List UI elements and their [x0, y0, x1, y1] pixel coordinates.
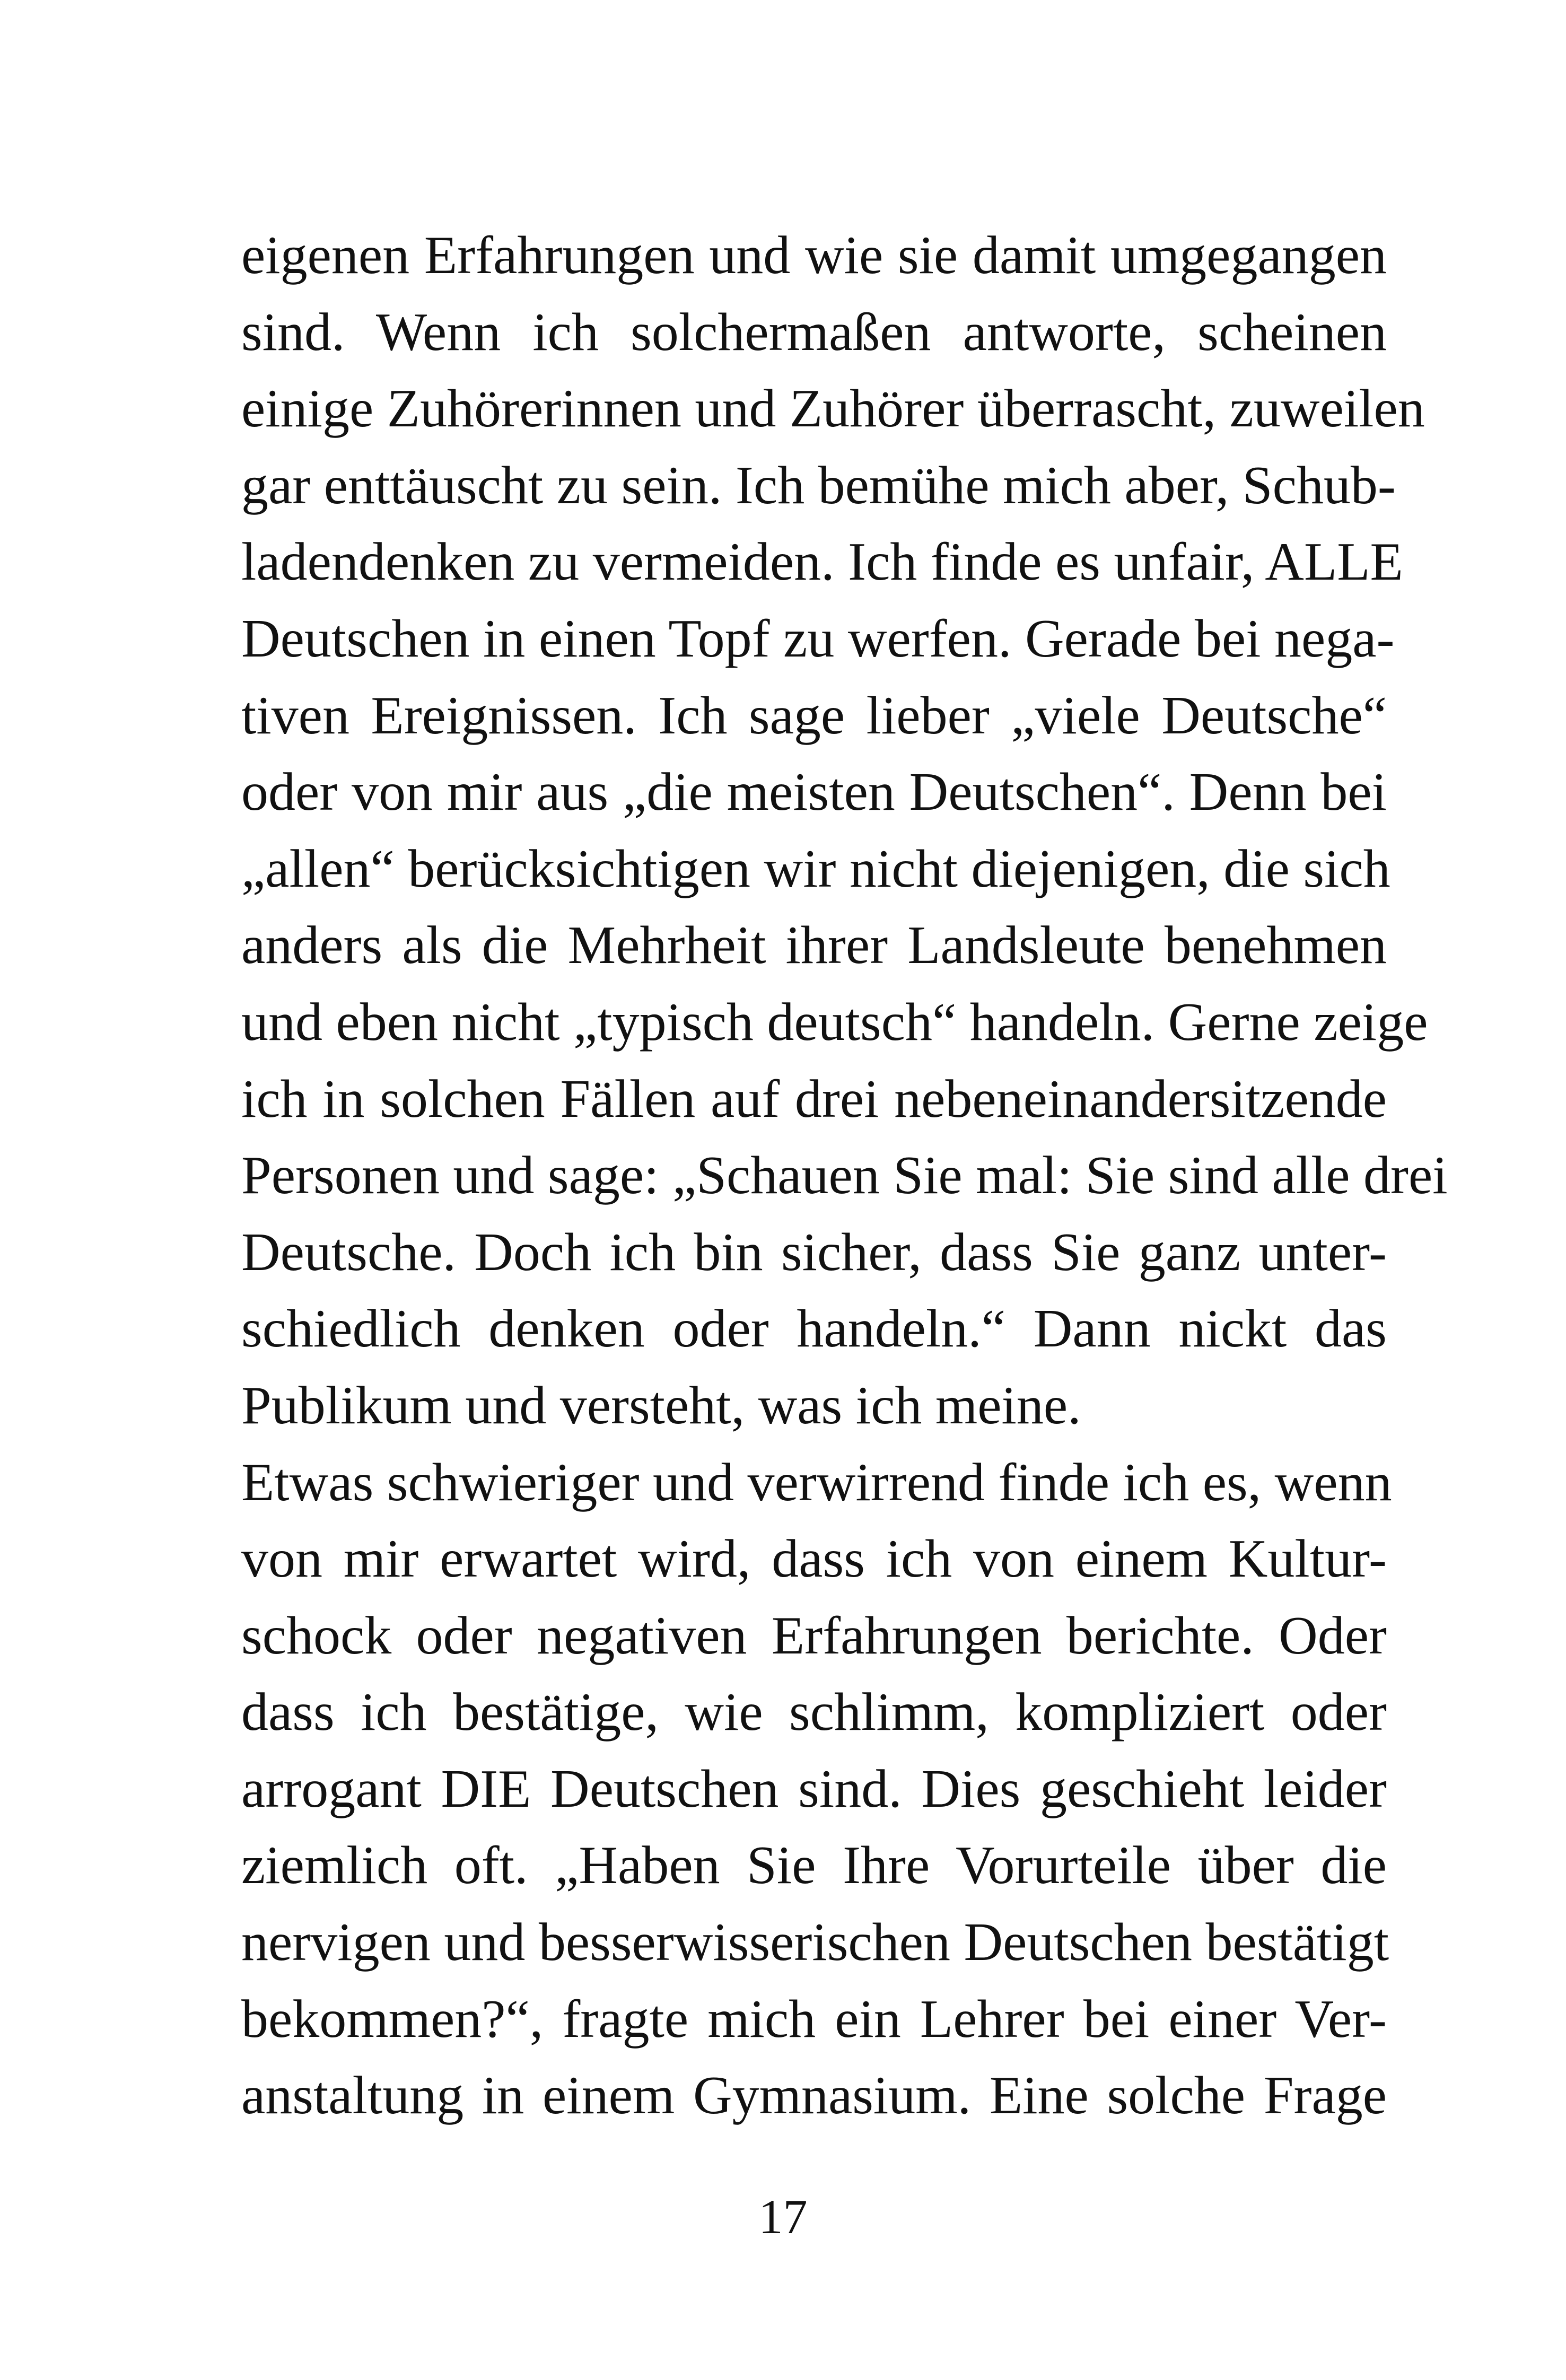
text-line: Deutsche. Doch ich bin sicher, dass Sie ganz unter-	[241, 1222, 1387, 1282]
text-line: dass ich bestätige, wie schlimm, kompliziert oder	[241, 1682, 1387, 1743]
text-line: bekommen?“, fragte mich ein Lehrer bei einer Ver-	[241, 1989, 1387, 2049]
text-line: ziemlich oft. „Haben Sie Ihre Vorurteile über die	[241, 1835, 1387, 1896]
body-text	[241, 217, 1448, 2134]
text-line: anstaltung in einem Gymnasium. Eine solche Frage	[241, 2066, 1387, 2126]
text-line: von mir erwartet wird, dass ich von einem Kultur-	[241, 1529, 1387, 1589]
text-line: einige Zuhörerinnen und Zuhörer überrascht, zuweilen	[241, 379, 1425, 439]
text-line: schiedlich denken oder handeln.“ Dann nickt das	[241, 1299, 1387, 1359]
text-line: Deutschen in einen Topf zu werfen. Gerade bei nega-	[241, 608, 1395, 669]
text-line: tiven Ereignissen. Ich sage lieber „viele Deutsche“	[241, 685, 1387, 746]
text-line: ich in solchen Fällen auf drei nebeneinandersitzende	[241, 1069, 1387, 1129]
text-line: gar enttäuscht zu sein. Ich bemühe mich aber, Schub-	[241, 455, 1396, 515]
text-line: Publikum und versteht, was ich meine.	[241, 1375, 1081, 1436]
text-line: anders als die Mehrheit ihrer Landsleute benehmen	[241, 915, 1387, 976]
text-line: eigenen Erfahrungen und wie sie damit umgegangen	[241, 225, 1387, 285]
text-line: nervigen und besserwisserischen Deutschen bestätigt	[241, 1912, 1389, 1973]
text-line: schock oder negativen Erfahrungen berichte. Oder	[241, 1605, 1387, 1666]
text-line: ladendenken zu vermeiden. Ich finde es unfair, ALLE	[241, 532, 1403, 592]
text-line: „allen“ berücksichtigen wir nicht diejenigen, die sich	[241, 838, 1390, 899]
text-line: arrogant DIE Deutschen sind. Dies geschieht leider	[241, 1758, 1387, 1819]
page-number: 17	[758, 2190, 808, 2244]
text-line: sind. Wenn ich solchermaßen antworte, scheinen	[241, 302, 1387, 362]
text-line: oder von mir aus „die meisten Deutschen“. Denn bei	[241, 762, 1387, 822]
text-line: und eben nicht „typisch deutsch“ handeln. Gerne zeige	[241, 992, 1428, 1052]
text-line: Etwas schwieriger und verwirrend finde ich es, wenn	[241, 1452, 1392, 1512]
text-line: Personen und sage: „Schauen Sie mal: Sie sind alle drei	[241, 1145, 1448, 1206]
